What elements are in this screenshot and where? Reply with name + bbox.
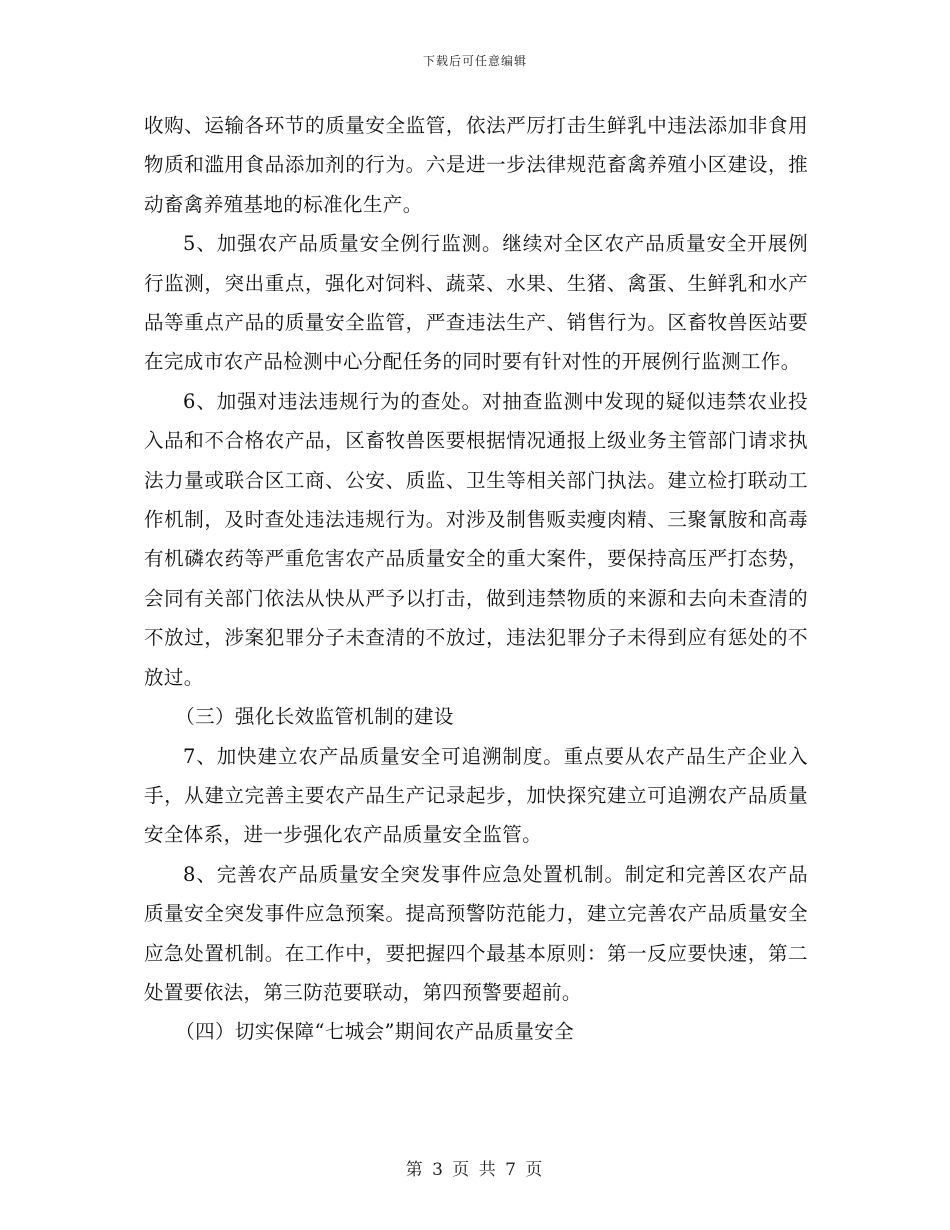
document-body [144, 106, 808, 1052]
paragraph-continuation: 收购、运输各环节的质量安全监管，依法严厉打击生鲜乳中违法添加非食用物质和滥用食品添加剂的行为。六是进一步法律规范畜禽养殖小区建设，推动畜禽养殖基地的标准化生产。 [144, 114, 808, 216]
page-header: 下载后可任意编辑 [422, 54, 527, 68]
section-heading-4: （四）切实保障“七城会”期间农产品质量安全 [175, 1020, 575, 1044]
paragraph-item-5: 5、加强农产品质量安全例行监测。继续对全区农产品质量安全开展例行监测，突出重点，强化对饲料、蔬菜、水果、生猪、禽蛋、生鲜乳和水产品等重点产品的质量安全监管，严查违法生产、销售行为。区畜牧兽医站要在完成市农产品检测中心分配任务的同时要有针对性的开展例行监测工作。 [144, 232, 808, 374]
section-heading-3: （三）强化长效监管机制的建设 [175, 705, 454, 729]
page-number-footer: 第 3 页 共 7 页 [405, 1160, 545, 1180]
paragraph-item-8: 8、完善农产品质量安全突发事件应急处置机制。制定和完善区农产品质量安全突发事件应急预案。提高预警防范能力，建立完善农产品质量安全应急处置机制。在工作中，要把握四个最基本原则：第一反应要快速，第二处置要依法，第三防范要联动，第四预警要超前。 [144, 862, 808, 1004]
paragraph-item-7: 7、加快建立农产品质量安全可追溯制度。重点要从农产品生产企业入手，从建立完善主要农产品生产记录起步，加快探究建立可追溯农产品质量安全体系，进一步强化农产品质量安全监管。 [144, 744, 808, 847]
paragraph-item-6: 6、加强对违法违规行为的查处。对抽查监测中发现的疑似违禁农业投入品和不合格农产品，区畜牧兽医要根据情况通报上级业务主管部门请求执法力量或联合区工商、公安、质监、卫生等相关部门执法。建立检打联动工作机制，及时查处违法违规行为。对涉及制售贩卖瘦肉精、三聚氰胺和高毒有机磷农药等严重危害农产品质量安全的重大案件，要保持高压严打态势，会同有关部门依法从快从严予以打击，做到违禁物质的来源和去向未查清的不放过，涉案犯罪分子未查清的不放过，违法犯罪分子未得到应有惩处的不放过。 [144, 389, 808, 689]
